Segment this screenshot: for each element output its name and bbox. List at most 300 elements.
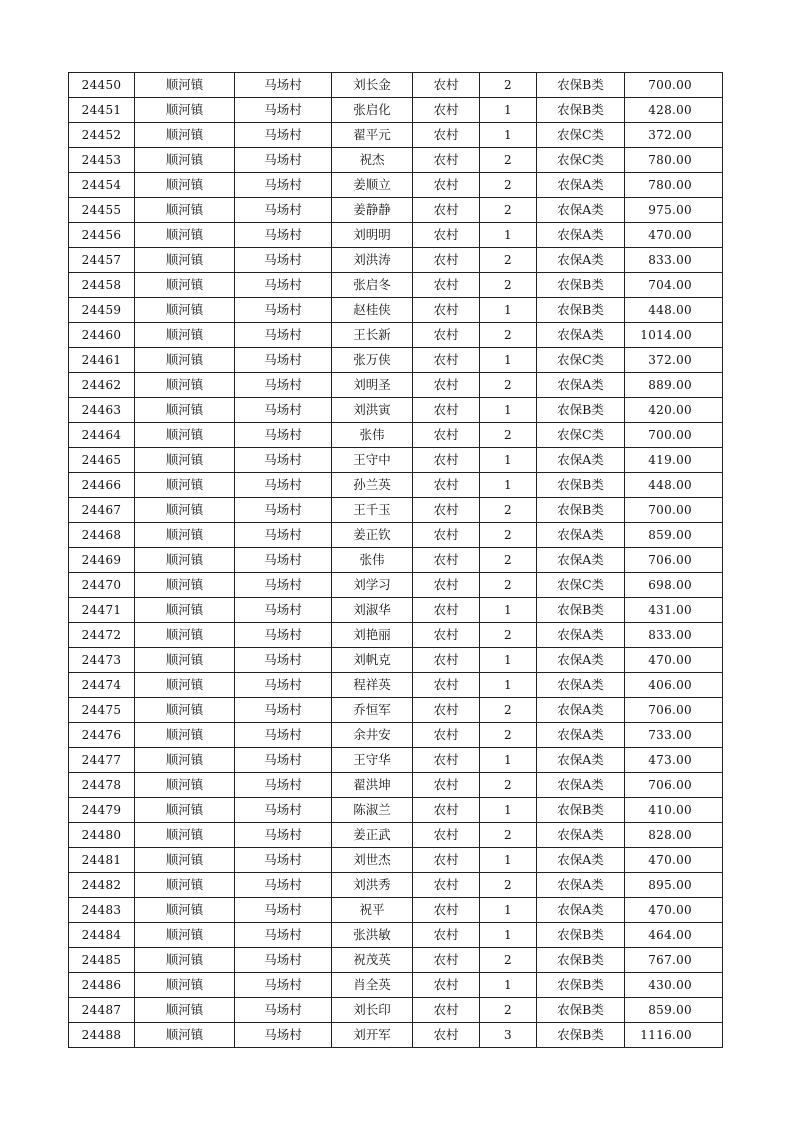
village-cell: 马场村	[235, 98, 332, 123]
member-count-cell: 2	[480, 248, 537, 273]
town-cell: 顺河镇	[135, 198, 235, 223]
record-id-cell: 24461	[69, 348, 135, 373]
village-cell: 马场村	[235, 623, 332, 648]
insurance-category-cell: 农保B类	[537, 273, 625, 298]
insurance-category-cell: 农保B类	[537, 973, 625, 998]
amount-cell: 889.00	[625, 373, 723, 398]
insurance-category-cell: 农保A类	[537, 448, 625, 473]
insurance-category-cell: 农保B类	[537, 398, 625, 423]
table-row	[69, 1023, 723, 1048]
village-cell: 马场村	[235, 848, 332, 873]
record-id-cell: 24462	[69, 373, 135, 398]
amount-cell: 767.00	[625, 948, 723, 973]
insurance-category-cell: 农保C类	[537, 148, 625, 173]
person-name-cell: 肖全英	[332, 973, 413, 998]
record-id-cell: 24486	[69, 973, 135, 998]
town-cell: 顺河镇	[135, 898, 235, 923]
person-name-cell: 姜正武	[332, 823, 413, 848]
insurance-category-cell: 农保B类	[537, 498, 625, 523]
village-cell: 马场村	[235, 573, 332, 598]
town-cell: 顺河镇	[135, 773, 235, 798]
member-count-cell: 1	[480, 398, 537, 423]
village-cell: 马场村	[235, 1023, 332, 1048]
person-name-cell: 刘洪涛	[332, 248, 413, 273]
residence-type-cell: 农村	[413, 273, 480, 298]
member-count-cell: 2	[480, 498, 537, 523]
town-cell: 顺河镇	[135, 648, 235, 673]
record-id-cell: 24478	[69, 773, 135, 798]
person-name-cell: 姜正钦	[332, 523, 413, 548]
member-count-cell: 1	[480, 798, 537, 823]
town-cell: 顺河镇	[135, 373, 235, 398]
record-id-cell: 24481	[69, 848, 135, 873]
amount-cell: 704.00	[625, 273, 723, 298]
amount-cell: 372.00	[625, 348, 723, 373]
member-count-cell: 2	[480, 373, 537, 398]
residence-type-cell: 农村	[413, 223, 480, 248]
village-cell: 马场村	[235, 198, 332, 223]
town-cell: 顺河镇	[135, 148, 235, 173]
amount-cell: 464.00	[625, 923, 723, 948]
table-row	[69, 823, 723, 848]
person-name-cell: 张伟	[332, 548, 413, 573]
amount-cell: 470.00	[625, 848, 723, 873]
person-name-cell: 孙兰英	[332, 473, 413, 498]
table-row	[69, 598, 723, 623]
record-id-cell: 24479	[69, 798, 135, 823]
village-cell: 马场村	[235, 998, 332, 1023]
member-count-cell: 1	[480, 848, 537, 873]
village-cell: 马场村	[235, 923, 332, 948]
insurance-category-cell: 农保C类	[537, 123, 625, 148]
record-id-cell: 24484	[69, 923, 135, 948]
member-count-cell: 2	[480, 698, 537, 723]
table-row	[69, 723, 723, 748]
insurance-category-cell: 农保A类	[537, 248, 625, 273]
village-cell: 马场村	[235, 373, 332, 398]
town-cell: 顺河镇	[135, 473, 235, 498]
person-name-cell: 张启化	[332, 98, 413, 123]
village-cell: 马场村	[235, 698, 332, 723]
member-count-cell: 1	[480, 923, 537, 948]
person-name-cell: 赵桂侠	[332, 298, 413, 323]
insurance-category-cell: 农保B类	[537, 73, 625, 98]
record-id-cell: 24463	[69, 398, 135, 423]
residence-type-cell: 农村	[413, 673, 480, 698]
member-count-cell: 1	[480, 98, 537, 123]
residence-type-cell: 农村	[413, 598, 480, 623]
village-cell: 马场村	[235, 223, 332, 248]
village-cell: 马场村	[235, 948, 332, 973]
table-row	[69, 898, 723, 923]
amount-cell: 859.00	[625, 523, 723, 548]
amount-cell: 1116.00	[625, 1023, 723, 1048]
insurance-category-cell: 农保A类	[537, 623, 625, 648]
table-row	[69, 298, 723, 323]
table-row	[69, 173, 723, 198]
record-id-cell: 24468	[69, 523, 135, 548]
residence-type-cell: 农村	[413, 398, 480, 423]
residence-type-cell: 农村	[413, 548, 480, 573]
insurance-category-cell: 农保B类	[537, 948, 625, 973]
town-cell: 顺河镇	[135, 748, 235, 773]
residence-type-cell: 农村	[413, 773, 480, 798]
person-name-cell: 祝杰	[332, 148, 413, 173]
amount-cell: 1014.00	[625, 323, 723, 348]
record-id-cell: 24450	[69, 73, 135, 98]
amount-cell: 448.00	[625, 298, 723, 323]
insurance-category-cell: 农保A类	[537, 648, 625, 673]
table-row	[69, 448, 723, 473]
record-id-cell: 24472	[69, 623, 135, 648]
member-count-cell: 1	[480, 123, 537, 148]
town-cell: 顺河镇	[135, 548, 235, 573]
member-count-cell: 1	[480, 898, 537, 923]
amount-cell: 406.00	[625, 673, 723, 698]
person-name-cell: 祝平	[332, 898, 413, 923]
residence-type-cell: 农村	[413, 323, 480, 348]
record-id-cell: 24483	[69, 898, 135, 923]
member-count-cell: 1	[480, 648, 537, 673]
residence-type-cell: 农村	[413, 923, 480, 948]
record-id-cell: 24482	[69, 873, 135, 898]
member-count-cell: 1	[480, 673, 537, 698]
insurance-category-cell: 农保A类	[537, 698, 625, 723]
person-name-cell: 祝茂英	[332, 948, 413, 973]
town-cell: 顺河镇	[135, 973, 235, 998]
table-row	[69, 73, 723, 98]
member-count-cell: 2	[480, 548, 537, 573]
insurance-category-cell: 农保A类	[537, 748, 625, 773]
table-row	[69, 998, 723, 1023]
person-name-cell: 程祥英	[332, 673, 413, 698]
town-cell: 顺河镇	[135, 848, 235, 873]
insurance-category-cell: 农保B类	[537, 923, 625, 948]
amount-cell: 470.00	[625, 648, 723, 673]
village-cell: 马场村	[235, 148, 332, 173]
table-row	[69, 423, 723, 448]
table-row	[69, 123, 723, 148]
amount-cell: 419.00	[625, 448, 723, 473]
table-row	[69, 323, 723, 348]
person-name-cell: 刘明明	[332, 223, 413, 248]
village-cell: 马场村	[235, 423, 332, 448]
amount-cell: 706.00	[625, 548, 723, 573]
village-cell: 马场村	[235, 173, 332, 198]
village-cell: 马场村	[235, 498, 332, 523]
record-id-cell: 24477	[69, 748, 135, 773]
residence-type-cell: 农村	[413, 848, 480, 873]
member-count-cell: 1	[480, 973, 537, 998]
residence-type-cell: 农村	[413, 723, 480, 748]
member-count-cell: 2	[480, 73, 537, 98]
amount-cell: 430.00	[625, 973, 723, 998]
table-row	[69, 148, 723, 173]
village-cell: 马场村	[235, 273, 332, 298]
member-count-cell: 2	[480, 623, 537, 648]
amount-cell: 700.00	[625, 73, 723, 98]
residence-type-cell: 农村	[413, 373, 480, 398]
insurance-category-cell: 农保A类	[537, 873, 625, 898]
insurance-category-cell: 农保A类	[537, 373, 625, 398]
town-cell: 顺河镇	[135, 273, 235, 298]
village-cell: 马场村	[235, 398, 332, 423]
member-count-cell: 1	[480, 448, 537, 473]
town-cell: 顺河镇	[135, 223, 235, 248]
member-count-cell: 1	[480, 298, 537, 323]
table-row	[69, 923, 723, 948]
table-row	[69, 223, 723, 248]
town-cell: 顺河镇	[135, 698, 235, 723]
record-id-cell: 24451	[69, 98, 135, 123]
person-name-cell: 张伟	[332, 423, 413, 448]
person-name-cell: 刘长印	[332, 998, 413, 1023]
village-cell: 马场村	[235, 73, 332, 98]
town-cell: 顺河镇	[135, 173, 235, 198]
amount-cell: 410.00	[625, 798, 723, 823]
residence-type-cell: 农村	[413, 1023, 480, 1048]
village-cell: 马场村	[235, 898, 332, 923]
person-name-cell: 刘帆克	[332, 648, 413, 673]
insurance-category-cell: 农保C类	[537, 573, 625, 598]
insurance-category-cell: 农保A类	[537, 548, 625, 573]
person-name-cell: 刘淑华	[332, 598, 413, 623]
table-row	[69, 398, 723, 423]
record-id-cell: 24476	[69, 723, 135, 748]
village-cell: 马场村	[235, 823, 332, 848]
person-name-cell: 刘洪寅	[332, 398, 413, 423]
residence-type-cell: 农村	[413, 573, 480, 598]
person-name-cell: 乔恒军	[332, 698, 413, 723]
person-name-cell: 余井安	[332, 723, 413, 748]
table-row	[69, 273, 723, 298]
insurance-category-cell: 农保A类	[537, 848, 625, 873]
insurance-category-cell: 农保A类	[537, 323, 625, 348]
person-name-cell: 刘学习	[332, 573, 413, 598]
record-id-cell: 24457	[69, 248, 135, 273]
person-name-cell: 刘长金	[332, 73, 413, 98]
town-cell: 顺河镇	[135, 248, 235, 273]
table-row	[69, 798, 723, 823]
insurance-category-cell: 农保A类	[537, 823, 625, 848]
village-cell: 马场村	[235, 598, 332, 623]
person-name-cell: 王千玉	[332, 498, 413, 523]
person-name-cell: 刘洪秀	[332, 873, 413, 898]
village-cell: 马场村	[235, 673, 332, 698]
member-count-cell: 2	[480, 523, 537, 548]
record-id-cell: 24469	[69, 548, 135, 573]
village-cell: 马场村	[235, 773, 332, 798]
town-cell: 顺河镇	[135, 348, 235, 373]
village-cell: 马场村	[235, 298, 332, 323]
residence-type-cell: 农村	[413, 473, 480, 498]
amount-cell: 470.00	[625, 898, 723, 923]
person-name-cell: 姜静静	[332, 198, 413, 223]
amount-cell: 470.00	[625, 223, 723, 248]
record-id-cell: 24464	[69, 423, 135, 448]
record-id-cell: 24487	[69, 998, 135, 1023]
insurance-category-cell: 农保A类	[537, 898, 625, 923]
table-row	[69, 648, 723, 673]
town-cell: 顺河镇	[135, 798, 235, 823]
insurance-category-cell: 农保A类	[537, 173, 625, 198]
amount-cell: 428.00	[625, 98, 723, 123]
table-row	[69, 848, 723, 873]
town-cell: 顺河镇	[135, 123, 235, 148]
town-cell: 顺河镇	[135, 398, 235, 423]
town-cell: 顺河镇	[135, 1023, 235, 1048]
table-row	[69, 523, 723, 548]
record-id-cell: 24458	[69, 273, 135, 298]
residence-type-cell: 农村	[413, 623, 480, 648]
member-count-cell: 2	[480, 573, 537, 598]
member-count-cell: 2	[480, 198, 537, 223]
member-count-cell: 2	[480, 148, 537, 173]
town-cell: 顺河镇	[135, 873, 235, 898]
amount-cell: 706.00	[625, 773, 723, 798]
table-row	[69, 473, 723, 498]
residence-type-cell: 农村	[413, 148, 480, 173]
member-count-cell: 2	[480, 423, 537, 448]
record-id-cell: 24465	[69, 448, 135, 473]
member-count-cell: 2	[480, 948, 537, 973]
table-row	[69, 348, 723, 373]
amount-cell: 698.00	[625, 573, 723, 598]
amount-cell: 975.00	[625, 198, 723, 223]
record-id-cell: 24459	[69, 298, 135, 323]
town-cell: 顺河镇	[135, 73, 235, 98]
village-cell: 马场村	[235, 348, 332, 373]
person-name-cell: 张启冬	[332, 273, 413, 298]
person-name-cell: 刘艳丽	[332, 623, 413, 648]
town-cell: 顺河镇	[135, 323, 235, 348]
town-cell: 顺河镇	[135, 523, 235, 548]
table-row	[69, 698, 723, 723]
town-cell: 顺河镇	[135, 673, 235, 698]
person-name-cell: 刘开军	[332, 1023, 413, 1048]
town-cell: 顺河镇	[135, 723, 235, 748]
table-row	[69, 198, 723, 223]
insurance-category-cell: 农保B类	[537, 598, 625, 623]
insurance-category-cell: 农保A类	[537, 523, 625, 548]
insurance-category-cell: 农保A类	[537, 773, 625, 798]
record-id-cell: 24488	[69, 1023, 135, 1048]
table-row	[69, 773, 723, 798]
village-cell: 马场村	[235, 448, 332, 473]
member-count-cell: 1	[480, 348, 537, 373]
amount-cell: 706.00	[625, 698, 723, 723]
residence-type-cell: 农村	[413, 998, 480, 1023]
insurance-category-cell: 农保A类	[537, 223, 625, 248]
village-cell: 马场村	[235, 798, 332, 823]
table-row	[69, 673, 723, 698]
table-body	[69, 73, 723, 1048]
amount-cell: 733.00	[625, 723, 723, 748]
amount-cell: 448.00	[625, 473, 723, 498]
residence-type-cell: 农村	[413, 73, 480, 98]
town-cell: 顺河镇	[135, 448, 235, 473]
amount-cell: 780.00	[625, 173, 723, 198]
amount-cell: 828.00	[625, 823, 723, 848]
table-row	[69, 623, 723, 648]
residence-type-cell: 农村	[413, 873, 480, 898]
member-count-cell: 2	[480, 273, 537, 298]
residence-type-cell: 农村	[413, 823, 480, 848]
member-count-cell: 3	[480, 1023, 537, 1048]
table-row	[69, 373, 723, 398]
amount-cell: 420.00	[625, 398, 723, 423]
village-cell: 马场村	[235, 473, 332, 498]
residence-type-cell: 农村	[413, 173, 480, 198]
village-cell: 马场村	[235, 873, 332, 898]
insurance-category-cell: 农保A类	[537, 198, 625, 223]
residence-type-cell: 农村	[413, 498, 480, 523]
person-name-cell: 王长新	[332, 323, 413, 348]
residence-type-cell: 农村	[413, 798, 480, 823]
record-id-cell: 24455	[69, 198, 135, 223]
insurance-category-cell: 农保B类	[537, 98, 625, 123]
village-cell: 马场村	[235, 723, 332, 748]
residence-type-cell: 农村	[413, 698, 480, 723]
table-row	[69, 573, 723, 598]
record-id-cell: 24456	[69, 223, 135, 248]
member-count-cell: 1	[480, 598, 537, 623]
person-name-cell: 王守华	[332, 748, 413, 773]
person-name-cell: 刘明圣	[332, 373, 413, 398]
member-count-cell: 2	[480, 723, 537, 748]
residence-type-cell: 农村	[413, 648, 480, 673]
record-id-cell: 24475	[69, 698, 135, 723]
residence-type-cell: 农村	[413, 973, 480, 998]
insurance-category-cell: 农保B类	[537, 298, 625, 323]
amount-cell: 473.00	[625, 748, 723, 773]
table-row	[69, 748, 723, 773]
residence-type-cell: 农村	[413, 348, 480, 373]
insurance-category-cell: 农保B类	[537, 473, 625, 498]
town-cell: 顺河镇	[135, 823, 235, 848]
table-row	[69, 548, 723, 573]
insurance-category-cell: 农保B类	[537, 1023, 625, 1048]
residence-type-cell: 农村	[413, 198, 480, 223]
record-id-cell: 24460	[69, 323, 135, 348]
town-cell: 顺河镇	[135, 948, 235, 973]
insurance-category-cell: 农保B类	[537, 798, 625, 823]
record-id-cell: 24474	[69, 673, 135, 698]
town-cell: 顺河镇	[135, 598, 235, 623]
residence-type-cell: 农村	[413, 948, 480, 973]
residence-type-cell: 农村	[413, 448, 480, 473]
insurance-category-cell: 农保A类	[537, 673, 625, 698]
residence-type-cell: 农村	[413, 423, 480, 448]
member-count-cell: 1	[480, 748, 537, 773]
residence-type-cell: 农村	[413, 898, 480, 923]
town-cell: 顺河镇	[135, 998, 235, 1023]
member-count-cell: 2	[480, 323, 537, 348]
member-count-cell: 2	[480, 173, 537, 198]
town-cell: 顺河镇	[135, 423, 235, 448]
member-count-cell: 1	[480, 473, 537, 498]
record-id-cell: 24466	[69, 473, 135, 498]
village-cell: 马场村	[235, 248, 332, 273]
residence-type-cell: 农村	[413, 298, 480, 323]
insurance-category-cell: 农保A类	[537, 723, 625, 748]
member-count-cell: 1	[480, 223, 537, 248]
insurance-category-cell: 农保C类	[537, 348, 625, 373]
records-table	[68, 72, 723, 1048]
table-row	[69, 498, 723, 523]
village-cell: 马场村	[235, 548, 332, 573]
amount-cell: 833.00	[625, 248, 723, 273]
